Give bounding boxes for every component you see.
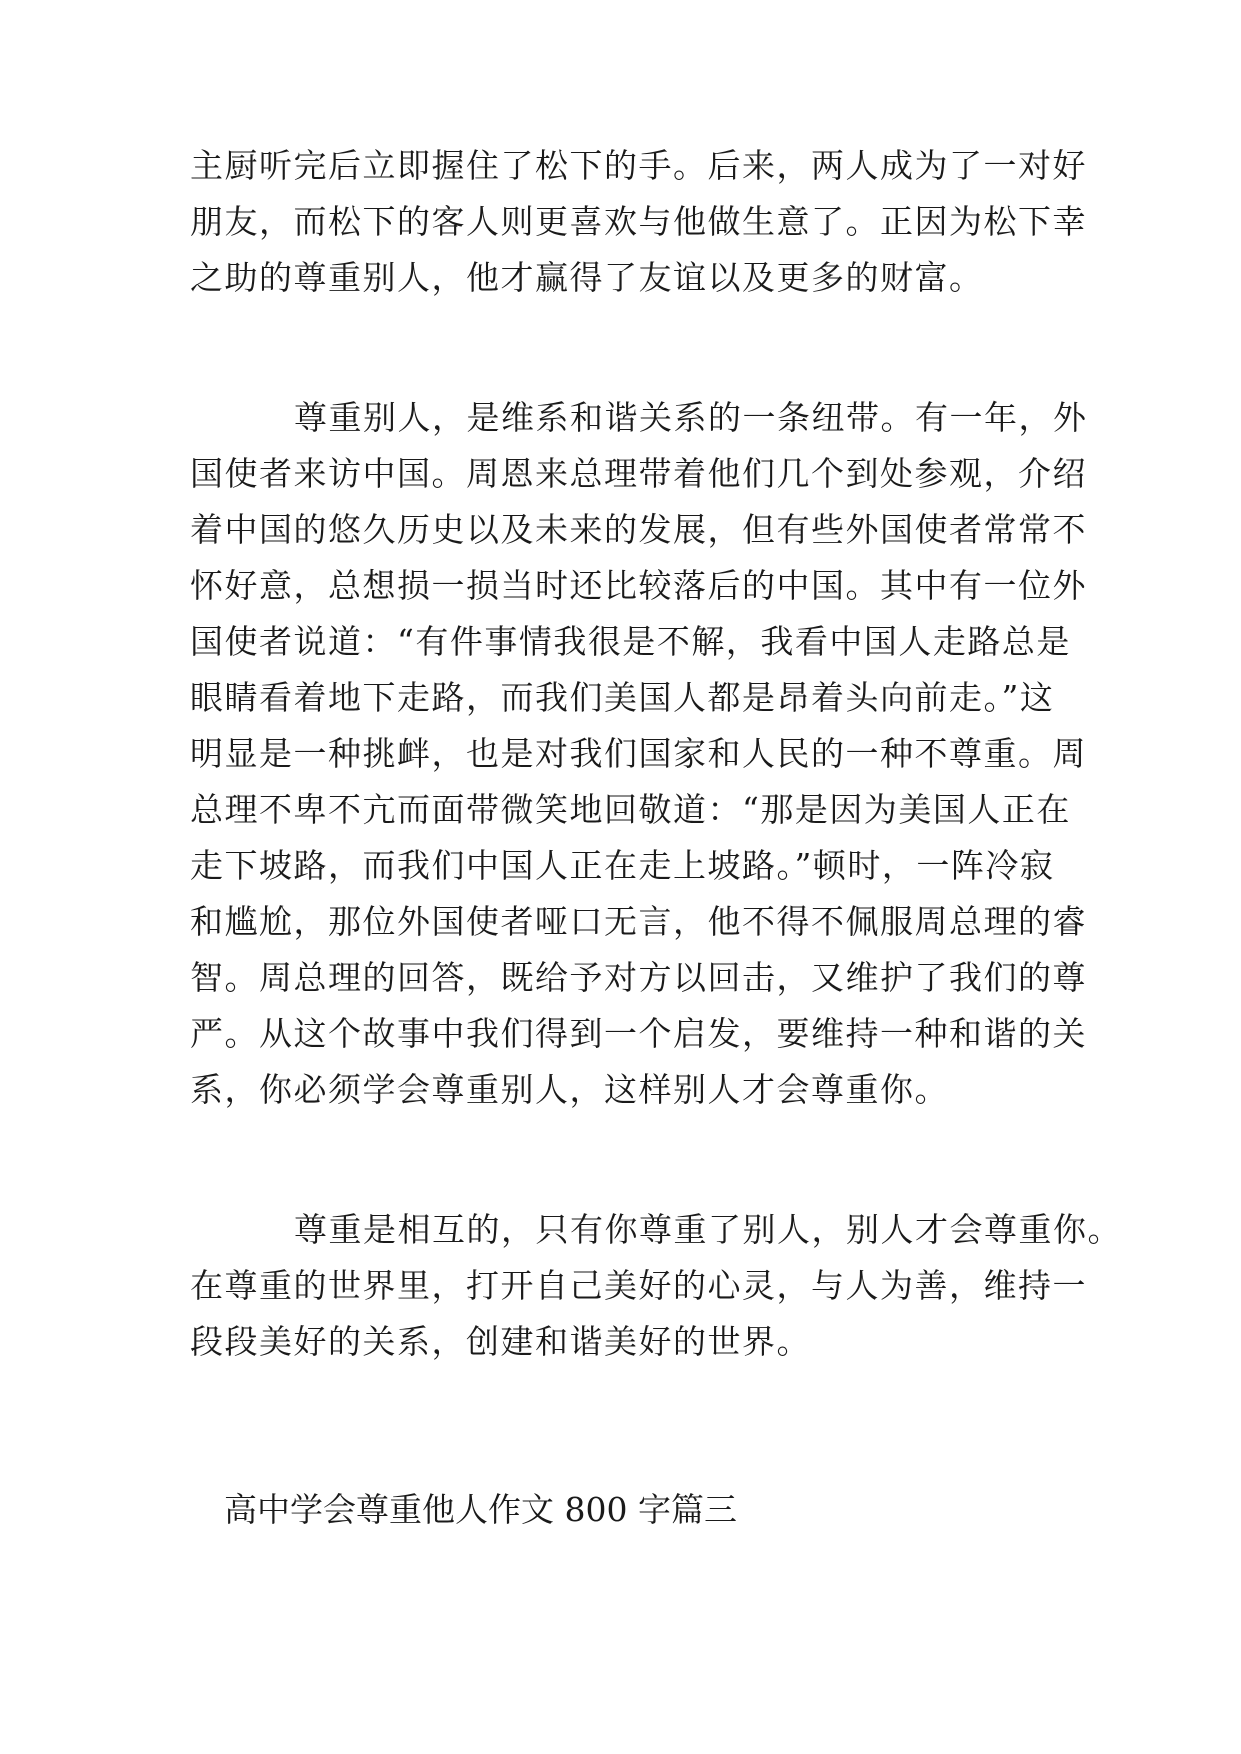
section-heading: 高中学会尊重他人作文 800 字篇三 bbox=[224, 1490, 737, 1529]
paragraph-2-line-10: 和尴尬，那位外国使者哑口无言，他不得不佩服周总理的睿 bbox=[190, 902, 1087, 941]
paragraph-2-line-9: 走下坡路，而我们中国人正在走上坡路。”顿时，一阵冷寂 bbox=[190, 846, 1055, 885]
paragraph-2-line-12: 严。从这个故事中我们得到一个启发，要维持一种和谐的关 bbox=[190, 1014, 1087, 1053]
paragraph-3-line-1: 尊重是相互的，只有你尊重了别人，别人才会尊重你。 bbox=[294, 1210, 1122, 1249]
paragraph-2-line-4: 怀好意，总想损一损当时还比较落后的中国。其中有一位外 bbox=[190, 566, 1087, 605]
paragraph-2-line-13: 系，你必须学会尊重别人，这样别人才会尊重你。 bbox=[190, 1070, 949, 1109]
paragraph-1-line-1: 主厨听完后立即握住了松下的手。后来，两人成为了一对好 bbox=[190, 146, 1087, 185]
paragraph-2-line-11: 智。周总理的回答，既给予对方以回击，又维护了我们的尊 bbox=[190, 958, 1087, 997]
paragraph-2-line-2: 国使者来访中国。周恩来总理带着他们几个到处参观，介绍 bbox=[190, 454, 1087, 493]
paragraph-1-line-2: 朋友，而松下的客人则更喜欢与他做生意了。正因为松下幸 bbox=[190, 202, 1087, 241]
paragraph-2-line-1: 尊重别人，是维系和谐关系的一条纽带。有一年，外 bbox=[294, 398, 1088, 437]
paragraph-2-line-7: 明显是一种挑衅，也是对我们国家和人民的一种不尊重。周 bbox=[190, 734, 1087, 773]
paragraph-2-line-3: 着中国的悠久历史以及未来的发展，但有些外国使者常常不 bbox=[190, 510, 1087, 549]
paragraph-2-line-6: 眼睛看着地下走路，而我们美国人都是昂着头向前走。”这 bbox=[190, 678, 1055, 717]
paragraph-2-line-8: 总理不卑不亢而面带微笑地回敬道：“那是因为美国人正在 bbox=[190, 790, 1071, 829]
paragraph-3-line-3: 段段美好的关系，创建和谐美好的世界。 bbox=[190, 1322, 811, 1361]
paragraph-1-line-3: 之助的尊重别人，他才赢得了友谊以及更多的财富。 bbox=[190, 258, 984, 297]
paragraph-2-line-5: 国使者说道：“有件事情我很是不解，我看中国人走路总是 bbox=[190, 622, 1071, 661]
paragraph-3-line-2: 在尊重的世界里，打开自己美好的心灵，与人为善，维持一 bbox=[190, 1266, 1087, 1305]
